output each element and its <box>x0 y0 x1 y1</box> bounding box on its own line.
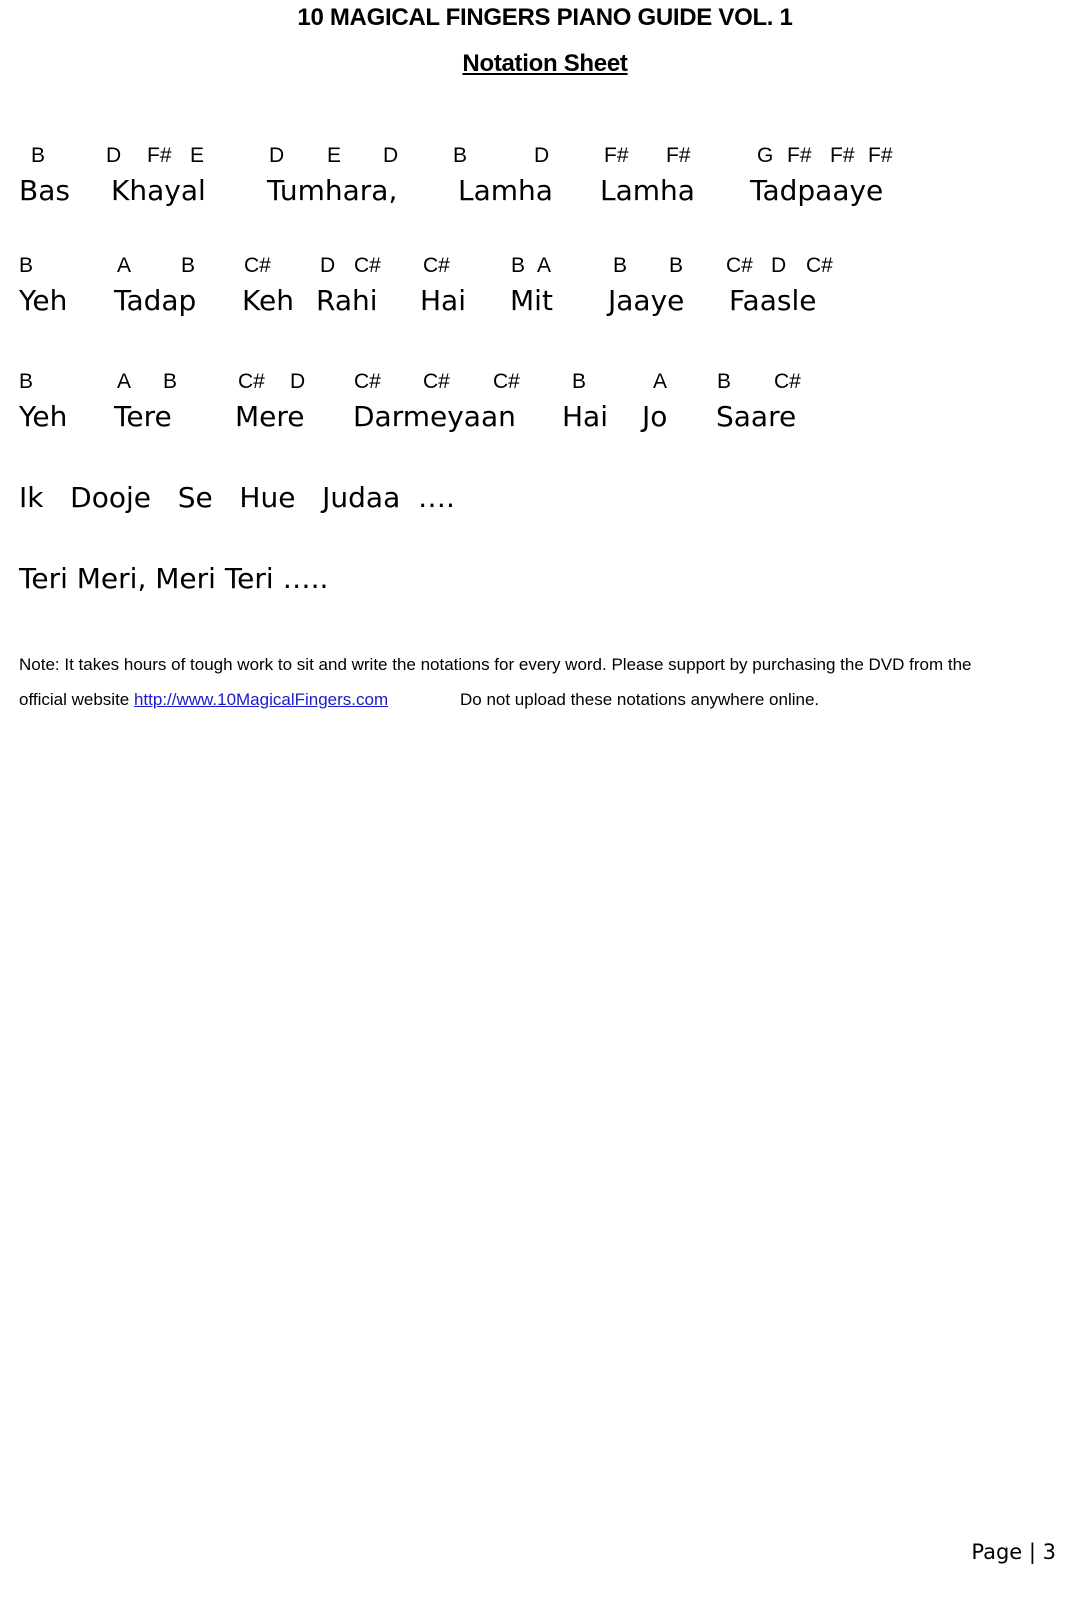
document-title: 10 MAGICAL FINGERS PIANO GUIDE VOL. 1 <box>297 4 793 31</box>
note: D <box>534 144 550 167</box>
lyric-word: Bas <box>19 174 70 207</box>
lyric-word: Hai <box>420 284 466 317</box>
note: C# <box>806 254 833 277</box>
note: E <box>327 144 342 167</box>
note: A <box>653 370 668 393</box>
lyric-word: Darmeyaan <box>353 400 516 433</box>
lyric-word: Tadap <box>114 284 197 317</box>
note: C# <box>774 370 801 393</box>
note: B <box>181 254 196 277</box>
page-number: Page | 3 <box>971 1540 1056 1564</box>
lyric-word: Rahi <box>316 284 378 317</box>
note: B <box>19 370 34 393</box>
lyric-word: Khayal <box>111 174 206 207</box>
note: A <box>117 254 132 277</box>
document-subtitle: Notation Sheet <box>462 50 628 77</box>
lyric-word: Tumhara, <box>267 174 398 207</box>
lyric-word: Mere <box>235 400 305 433</box>
note: F# <box>787 144 812 167</box>
note: D <box>106 144 122 167</box>
note: B <box>613 254 628 277</box>
note: B <box>511 254 526 277</box>
note: B <box>453 144 468 167</box>
note: B <box>717 370 732 393</box>
note: E <box>190 144 205 167</box>
lyric-word: Lamha <box>458 174 553 207</box>
note: C# <box>493 370 520 393</box>
note: D <box>269 144 285 167</box>
note: F# <box>147 144 172 167</box>
note: A <box>537 254 552 277</box>
lyric-word: Saare <box>716 400 797 433</box>
note: B <box>31 144 46 167</box>
lyric-word: Tadpaaye <box>750 174 884 207</box>
note: B <box>572 370 587 393</box>
note: D <box>383 144 399 167</box>
note: F# <box>830 144 855 167</box>
lyric-word: Yeh <box>19 400 68 433</box>
note: C# <box>423 370 450 393</box>
note: F# <box>666 144 691 167</box>
lyric-line: Teri Meri, Meri Teri ….. <box>19 562 329 595</box>
lyric-word: Keh <box>242 284 294 317</box>
note: B <box>669 254 684 277</box>
note: C# <box>354 254 381 277</box>
note: F# <box>868 144 893 167</box>
note: C# <box>726 254 753 277</box>
lyric-word: Mit <box>510 284 553 317</box>
note: F# <box>604 144 629 167</box>
lyric-word: Jaaye <box>608 284 685 317</box>
lyric-word: Yeh <box>19 284 68 317</box>
note: D <box>320 254 336 277</box>
note: G <box>757 144 774 167</box>
note: C# <box>244 254 271 277</box>
lyric-word: Hai <box>562 400 608 433</box>
note: D <box>771 254 787 277</box>
note: C# <box>354 370 381 393</box>
lyric-word: Faasle <box>729 284 817 317</box>
note: A <box>117 370 132 393</box>
footer-note-warning: Do not upload these notations anywhere online. <box>460 690 820 709</box>
footer-note-line-1: Note: It takes hours of tough work to sit and write the notations for every word. Please support by purchasing the DVD from the <box>19 655 972 674</box>
note: C# <box>423 254 450 277</box>
note: B <box>19 254 34 277</box>
lyric-word: Tere <box>114 400 172 433</box>
note: D <box>290 370 306 393</box>
website-link[interactable]: http://www.10MagicalFingers.com <box>133 690 389 709</box>
note: B <box>163 370 178 393</box>
lyric-word: Jo <box>642 400 668 433</box>
footer-note-line-2 <box>19 691 388 708</box>
note: C# <box>238 370 265 393</box>
lyric-word: Lamha <box>600 174 695 207</box>
footer-note-prefix: official website <box>19 690 134 709</box>
lyric-line: Ik Dooje Se Hue Judaa …. <box>19 481 455 514</box>
